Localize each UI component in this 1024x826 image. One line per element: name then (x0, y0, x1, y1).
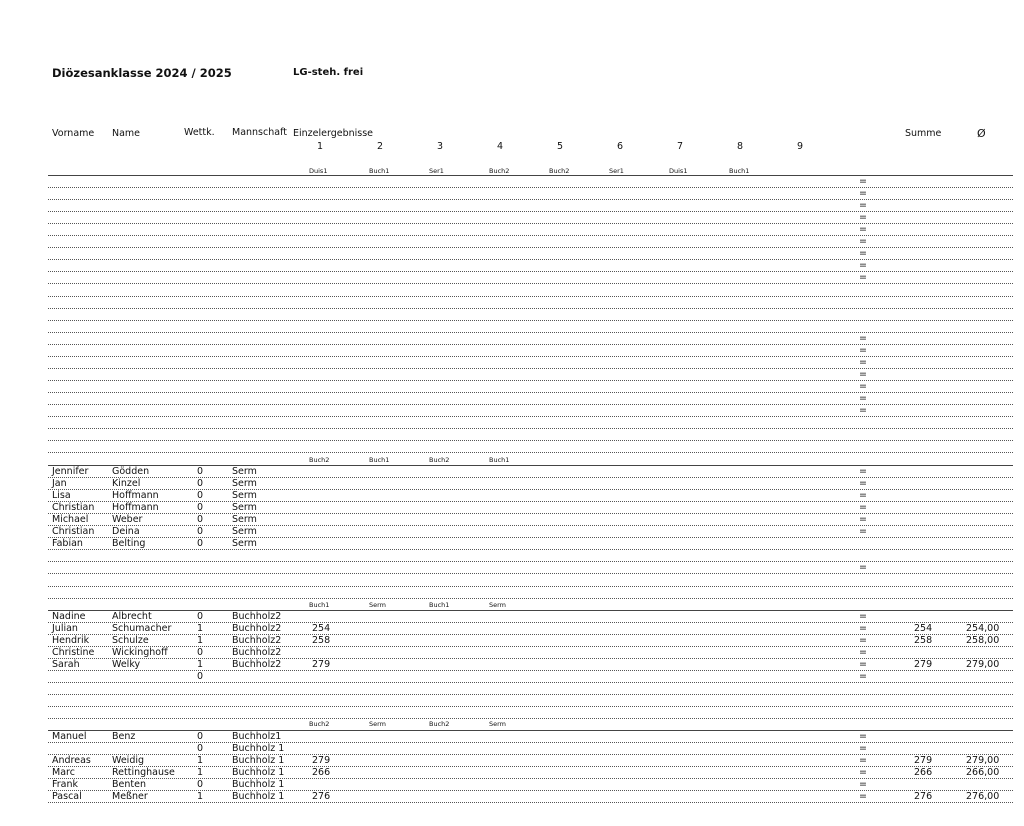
row-divider (48, 368, 1013, 369)
opponent-label: Buch2 (309, 456, 330, 464)
row-divider (48, 778, 1013, 779)
row-divider (48, 622, 1013, 623)
cell-vorname: Fabian (52, 537, 83, 549)
cell-wettk: 0 (197, 477, 204, 489)
opponent-label: Buch1 (429, 601, 450, 609)
cell-vorname: Christian (52, 501, 95, 513)
cell-mannschaft: Serm (232, 513, 257, 525)
row-divider (48, 766, 1013, 767)
header-vorname: Vorname (52, 128, 95, 139)
row-divider (48, 416, 1013, 417)
equals-sign: = (859, 490, 867, 502)
cell-result-1: 258 (312, 634, 331, 646)
row-divider (48, 332, 1013, 333)
row-divider (48, 259, 1013, 260)
header-summe: Summe (905, 128, 942, 139)
cell-name: Schumacher (112, 622, 172, 634)
cell-name: Albrecht (112, 610, 152, 622)
round-number: 8 (737, 141, 744, 152)
cell-average: 279,00 (966, 658, 1000, 670)
opponent-label: Buch1 (729, 167, 750, 175)
cell-name: Benten (112, 778, 146, 790)
cell-summe: 279 (914, 754, 933, 766)
row-divider (48, 561, 1013, 562)
row-divider (48, 706, 1013, 707)
cell-name: Belting (112, 537, 146, 549)
equals-sign: = (859, 623, 867, 635)
cell-wettk: 0 (197, 778, 204, 790)
cell-wettk: 0 (197, 525, 204, 537)
cell-average: 276,00 (966, 790, 1000, 802)
row-divider (48, 356, 1013, 357)
row-divider (48, 380, 1013, 381)
row-divider (48, 646, 1013, 647)
opponent-label: Buch2 (429, 456, 450, 464)
opponent-label: Buch1 (369, 456, 390, 464)
cell-name: Hoffmann (112, 501, 159, 513)
round-number: 3 (437, 141, 444, 152)
equals-sign: = (859, 260, 867, 272)
cell-mannschaft: Buchholz2 (232, 610, 282, 622)
cell-average: 258,00 (966, 634, 1000, 646)
cell-vorname: Andreas (52, 754, 91, 766)
opponent-label: Serm (369, 601, 387, 609)
row-divider (48, 308, 1013, 309)
row-divider (48, 465, 1013, 466)
row-divider (48, 802, 1013, 803)
cell-mannschaft: Buchholz 1 (232, 790, 285, 802)
row-divider (48, 271, 1013, 272)
equals-sign: = (859, 188, 867, 200)
cell-vorname: Sarah (52, 658, 80, 670)
equals-sign: = (859, 212, 867, 224)
cell-name: Benz (112, 730, 136, 742)
equals-sign: = (859, 514, 867, 526)
cell-vorname: Marc (52, 766, 75, 778)
round-number: 4 (497, 141, 504, 152)
row-divider (48, 598, 1013, 599)
row-divider (48, 694, 1013, 695)
row-divider (48, 247, 1013, 248)
cell-vorname: Michael (52, 513, 89, 525)
header-mannschaft: Mannschaft (232, 127, 287, 138)
round-number: 6 (617, 141, 624, 152)
row-divider (48, 513, 1013, 514)
cell-vorname: Pascal (52, 790, 82, 802)
row-divider (48, 235, 1013, 236)
row-divider (48, 477, 1013, 478)
row-divider (48, 489, 1013, 490)
row-divider (48, 754, 1013, 755)
row-divider (48, 549, 1013, 550)
cell-vorname: Jan (52, 477, 67, 489)
row-divider (48, 634, 1013, 635)
equals-sign: = (859, 332, 867, 344)
cell-summe: 258 (914, 634, 933, 646)
cell-name: Weber (112, 513, 143, 525)
row-divider (48, 440, 1013, 441)
cell-wettk: 0 (197, 610, 204, 622)
cell-average: 266,00 (966, 766, 1000, 778)
cell-summe: 266 (914, 766, 933, 778)
cell-wettk: 0 (197, 465, 204, 477)
cell-mannschaft: Buchholz 1 (232, 754, 285, 766)
row-divider (48, 320, 1013, 321)
cell-mannschaft: Buchholz2 (232, 658, 282, 670)
cell-vorname: Christine (52, 646, 95, 658)
equals-sign: = (859, 368, 867, 380)
row-divider (48, 742, 1013, 743)
cell-vorname: Frank (52, 778, 79, 790)
cell-summe: 279 (914, 658, 933, 670)
cell-average: 254,00 (966, 622, 1000, 634)
equals-sign: = (859, 791, 867, 803)
opponent-label: Duis1 (309, 167, 328, 175)
cell-mannschaft: Buchholz2 (232, 646, 282, 658)
opponent-label: Buch1 (369, 167, 390, 175)
cell-mannschaft: Buchholz1 (232, 730, 282, 742)
equals-sign: = (859, 380, 867, 392)
round-number: 5 (557, 141, 564, 152)
page-title: Diözesanklasse 2024 / 2025 (52, 66, 232, 80)
header-name: Name (112, 128, 141, 139)
round-number: 9 (797, 141, 804, 152)
cell-wettk: 0 (197, 489, 204, 501)
cell-wettk: 1 (197, 766, 204, 778)
row-divider (48, 718, 1013, 719)
equals-sign: = (859, 248, 867, 260)
row-divider (48, 790, 1013, 791)
equals-sign: = (859, 731, 867, 742)
cell-wettk: 1 (197, 634, 204, 646)
cell-name: Weidig (112, 754, 145, 766)
equals-sign: = (859, 779, 867, 791)
cell-name: Kinzel (112, 477, 141, 489)
cell-name: Meßner (112, 790, 148, 802)
equals-sign: = (859, 236, 867, 248)
row-divider (48, 730, 1013, 731)
cell-mannschaft: Serm (232, 501, 257, 513)
cell-mannschaft: Serm (232, 465, 257, 477)
cell-name: Gödden (112, 465, 150, 477)
opponent-label: Serm (369, 720, 387, 728)
cell-name: Deina (112, 525, 140, 537)
equals-sign: = (859, 671, 867, 683)
cell-result-1: 254 (312, 622, 331, 634)
cell-vorname: Manuel (52, 730, 87, 742)
cell-wettk: 1 (197, 754, 204, 766)
cell-result-1: 266 (312, 766, 331, 778)
cell-vorname: Julian (52, 622, 78, 634)
opponent-label: Buch1 (309, 601, 330, 609)
cell-wettk: 1 (197, 790, 204, 802)
row-divider (48, 223, 1013, 224)
row-divider (48, 452, 1013, 453)
cell-wettk: 1 (197, 622, 204, 634)
row-divider (48, 573, 1013, 574)
equals-sign: = (859, 526, 867, 538)
cell-mannschaft: Buchholz2 (232, 634, 282, 646)
equals-sign: = (859, 611, 867, 622)
cell-wettk: 0 (197, 730, 204, 742)
row-divider (48, 199, 1013, 200)
equals-sign: = (859, 200, 867, 212)
equals-sign: = (859, 755, 867, 767)
header-wettk: Wettk. (184, 127, 215, 138)
cell-wettk: 0 (197, 742, 204, 754)
cell-mannschaft: Buchholz 1 (232, 778, 285, 790)
equals-sign: = (859, 224, 867, 236)
equals-sign: = (859, 466, 867, 477)
cell-mannschaft: Serm (232, 537, 257, 549)
row-divider (48, 586, 1013, 587)
row-divider (48, 187, 1013, 188)
cell-mannschaft: Buchholz 1 (232, 766, 285, 778)
cell-wettk: 0 (197, 513, 204, 525)
opponent-label: Buch2 (309, 720, 330, 728)
cell-vorname: Jennifer (52, 465, 89, 477)
row-divider (48, 296, 1013, 297)
equals-sign: = (859, 659, 867, 671)
row-divider (48, 670, 1013, 671)
cell-vorname: Christian (52, 525, 95, 537)
cell-result-1: 279 (312, 754, 331, 766)
opponent-label: Ser1 (609, 167, 624, 175)
opponent-label: Buch1 (489, 456, 510, 464)
row-divider (48, 344, 1013, 345)
cell-name: Rettinghause (112, 766, 175, 778)
row-divider (48, 610, 1013, 611)
equals-sign: = (859, 767, 867, 779)
row-divider (48, 428, 1013, 429)
cell-mannschaft: Serm (232, 525, 257, 537)
cell-name: Schulze (112, 634, 149, 646)
cell-result-1: 276 (312, 790, 331, 802)
opponent-label: Buch2 (429, 720, 450, 728)
opponent-label: Buch2 (489, 167, 510, 175)
equals-sign: = (859, 392, 867, 404)
row-divider (48, 501, 1013, 502)
cell-vorname: Nadine (52, 610, 86, 622)
cell-wettk: 0 (197, 501, 204, 513)
row-divider (48, 404, 1013, 405)
equals-sign: = (859, 404, 867, 416)
cell-mannschaft: Serm (232, 477, 257, 489)
row-divider (48, 211, 1013, 212)
cell-summe: 276 (914, 790, 933, 802)
cell-result-1: 279 (312, 658, 331, 670)
row-divider (48, 283, 1013, 284)
opponent-label: Duis1 (669, 167, 688, 175)
round-number: 7 (677, 141, 684, 152)
equals-sign: = (859, 478, 867, 490)
cell-mannschaft: Serm (232, 489, 257, 501)
cell-summe: 254 (914, 622, 933, 634)
cell-name: Welky (112, 658, 141, 670)
cell-name: Wickinghoff (112, 646, 168, 658)
equals-sign: = (859, 635, 867, 647)
cell-vorname: Lisa (52, 489, 71, 501)
equals-sign: = (859, 356, 867, 368)
header-average: Ø (977, 127, 986, 140)
cell-mannschaft: Buchholz2 (232, 622, 282, 634)
discipline-label: LG-steh. frei (293, 67, 364, 78)
cell-wettk: 1 (197, 658, 204, 670)
row-divider (48, 537, 1013, 538)
opponent-label: Serm (489, 601, 507, 609)
cell-vorname: Hendrik (52, 634, 90, 646)
cell-wettk: 0 (197, 670, 204, 682)
cell-wettk: 0 (197, 646, 204, 658)
equals-sign: = (859, 272, 867, 284)
equals-sign: = (859, 562, 867, 574)
header-einzelergebnisse: Einzelergebnisse (293, 128, 374, 139)
row-divider (48, 658, 1013, 659)
cell-wettk: 0 (197, 537, 204, 549)
round-number: 2 (377, 141, 384, 152)
cell-mannschaft: Buchholz 1 (232, 742, 285, 754)
round-number: 1 (317, 141, 324, 152)
equals-sign: = (859, 176, 867, 187)
row-divider (48, 392, 1013, 393)
equals-sign: = (859, 647, 867, 659)
equals-sign: = (859, 344, 867, 356)
cell-name: Hoffmann (112, 489, 159, 501)
opponent-label: Ser1 (429, 167, 444, 175)
cell-average: 279,00 (966, 754, 1000, 766)
opponent-label: Buch2 (549, 167, 570, 175)
row-divider (48, 175, 1013, 176)
row-divider (48, 682, 1013, 683)
opponent-label: Serm (489, 720, 507, 728)
equals-sign: = (859, 502, 867, 514)
equals-sign: = (859, 743, 867, 755)
row-divider (48, 525, 1013, 526)
